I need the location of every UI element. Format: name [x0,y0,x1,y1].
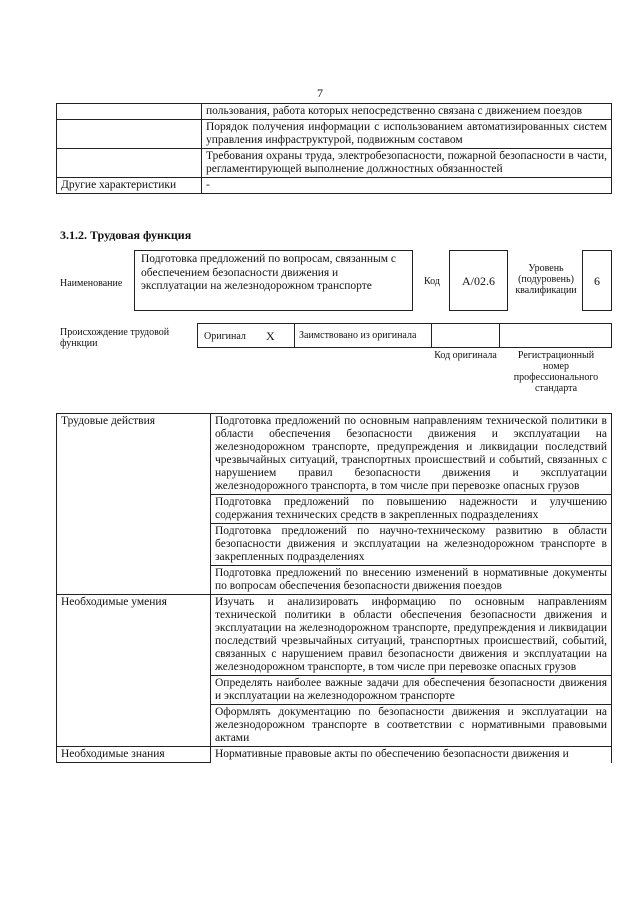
code-box: А/02.6 [449,250,508,311]
table-row [57,104,612,120]
row-item: Подготовка предложений по внесению изменений в нормативные документы по вопросам обеспечения безопасности движения поездов [211,566,612,595]
table-row [57,120,612,149]
origin-label: Происхождение трудовой функции [60,327,170,349]
row-label [57,104,202,120]
row-item: Подготовка предложений по повышению надежности и улучшению содержания технических средств в закрепленных подразделениях [211,495,612,524]
function-name-box: Подготовка предложений по вопросам, связанным с обеспечением безопасности движения и эксплуатации на железнодорожном транспорте [134,250,413,311]
reg-number-box [499,323,612,348]
name-label: Наименование [60,278,123,289]
row-item: Подготовка предложений по научно-техническому развитию в области безопасности движения и эксплуатации на железнодорожном транспорте в закрепленных подразделениях [211,524,612,566]
code-original-box [431,323,500,348]
row-item: Определять наиболее важные задачи для обеспечения безопасности движения и эксплуатации на железнодорожном транспорте [211,676,612,705]
row-item: Подготовка предложений по основным направлениям технической политики в области обеспечения безопасности движения и эксплуатации на железнодорожном транспорте, предупреждения и ликвидации последствий чрезвычайных ситуаций, транспортных происшествий и событий, связанных с нарушением правил безопасности движения и эксплуатации железнодорожного транспорта, в том числе при перевозке опасных грузов [211,414,612,495]
original-mark: Х [266,329,275,343]
original-label: Оригинал [204,331,246,342]
borrowed-label: Заимствовано из оригинала [299,330,417,341]
row-label: Необходимые умения [57,595,211,747]
row-item: Нормативные правовые акты по обеспечению безопасности движения и [211,747,612,763]
row-item: Требования охраны труда, электробезопасности, пожарной безопасности в части, регламентирующей выполнение должностных обязанностей [202,149,612,178]
code-original-caption: Код оригинала [434,350,497,361]
borrowed-box [294,323,432,348]
table-row [57,149,612,178]
top-table [56,103,612,194]
reg-number-caption: Регистрационный номер профессионального стандарта [513,350,599,394]
code-label: Код [424,276,440,287]
row-item: Изучать и анализировать информацию по основным направлениям технической политики в области обеспечения безопасности движения и эксплуатации на железнодорожном транспорте, предупреждения и ликвидации последствий чрезвычайных ситуаций, транспортных происшествий, событий, связанных с нарушением правил безопасности движения и эксплуатации на железнодорожном транспорте, в том числе при перевозке опасных грузов [211,595,612,676]
row-item: Оформлять документацию по безопасности движения и эксплуатации на железнодорожном транспорте в соответствии с нормативными правовыми актами [211,705,612,747]
row-item: - [202,178,612,194]
row-item: Порядок получения информации с использованием автоматизированных систем управления инфраструктурой, подвижным составом [202,120,612,149]
table-row [57,747,612,763]
page-number: 7 [317,86,323,100]
row-label: Другие характеристики [57,178,202,194]
section-heading: 3.1.2. Трудовая функция [60,228,192,242]
table-row [57,595,612,676]
original-box [197,323,295,348]
table-row [57,178,612,194]
level-label: Уровень (подуровень) квалификации [515,263,577,296]
level-box: 6 [582,250,612,311]
main-table [56,413,612,763]
row-label: Необходимые знания [57,747,211,763]
row-item: пользования, работа которых непосредственно связана с движением поездов [202,104,612,120]
table-row [57,414,612,495]
row-label: Трудовые действия [57,414,211,595]
